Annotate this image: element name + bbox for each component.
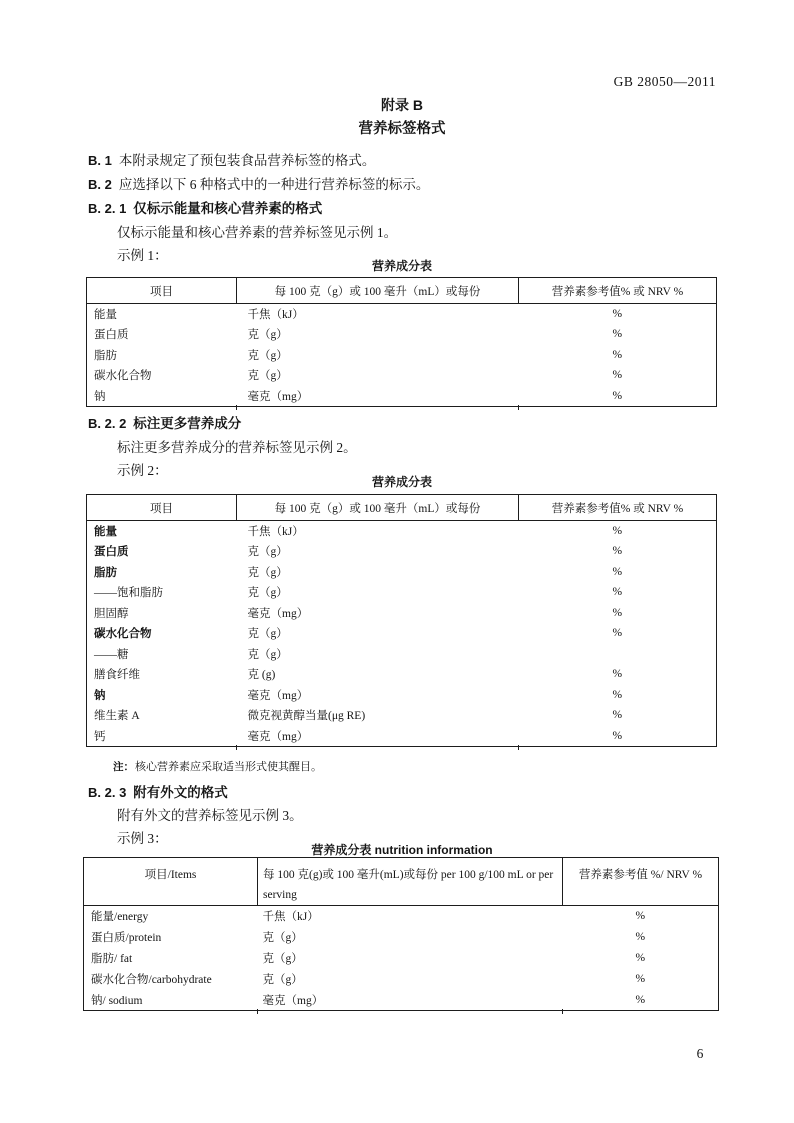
cell-item: 能量/energy [91, 911, 149, 924]
table-header-row [87, 278, 717, 304]
column-divider-tick [518, 405, 519, 410]
body-b21: 仅标示能量和核心营养素的营养标签见示例 1。 [117, 225, 398, 240]
cell-item: 脂肪/ fat [91, 953, 133, 965]
cell-nrv: % [612, 586, 623, 599]
heading-b21-label: B. 2. 1 [88, 201, 127, 216]
column-divider-tick [518, 745, 519, 750]
cell-nrv: % [635, 952, 646, 964]
cell-unit: 克（g） [247, 370, 288, 383]
cell-nrv: % [612, 606, 623, 619]
clause-b2 [88, 173, 716, 193]
table-row [87, 726, 717, 747]
cell-unit: 克（g） [247, 628, 288, 641]
cell-unit: 克（g） [262, 932, 303, 944]
heading-b21 [88, 197, 716, 217]
table-row [87, 521, 717, 542]
table-row [87, 345, 717, 366]
table2-note [113, 758, 322, 774]
cell-unit: 毫克（mg） [247, 689, 309, 702]
clause-b2-label: B. 2 [88, 177, 112, 192]
table-row [84, 969, 719, 990]
table-row [87, 541, 717, 562]
cell-nrv: % [635, 910, 646, 923]
cell-nrv: % [612, 308, 623, 320]
column-divider-tick [236, 745, 237, 750]
cell-unit: 克（g） [247, 587, 288, 600]
column-header: 项目/Items [84, 858, 258, 906]
cell-item: 蛋白质 [94, 329, 129, 342]
heading-b22-label: B. 2. 2 [88, 416, 127, 431]
heading-b23-label: B. 2. 3 [88, 785, 127, 800]
table3-title: 营养成分表 nutrition information [311, 843, 493, 857]
cell-item: 钙 [94, 730, 106, 743]
cell-item: 维生素 A [94, 710, 140, 723]
table-row [87, 705, 717, 726]
cell-item: ——糖 [94, 648, 129, 661]
example2-label: 示例 2： [117, 463, 168, 478]
nutrition-table-example3 [83, 857, 718, 1011]
nutrition-table-example1 [86, 277, 716, 407]
cell-nrv: % [612, 565, 623, 578]
table-row [87, 664, 717, 685]
cell-nrv: % [612, 688, 623, 701]
table-row [87, 644, 717, 665]
heading-b22 [88, 412, 716, 432]
column-header: 项目 [87, 495, 237, 521]
column-header: 每 100 克（g）或 100 毫升（mL）或每份 [237, 278, 519, 304]
table-row [87, 623, 717, 644]
table-row [87, 603, 717, 624]
cell-unit: 克（g） [247, 349, 288, 362]
cell-nrv: % [612, 389, 623, 402]
cell-nrv: % [635, 931, 646, 943]
cell-nrv: % [612, 328, 623, 341]
table2-note-text: 核心营养素应采取适当形式使其醒目。 [135, 761, 322, 773]
heading-b23 [88, 781, 716, 801]
column-divider-tick [236, 405, 237, 410]
table2-note-label: 注： [113, 761, 134, 773]
table-row [84, 990, 719, 1011]
cell-item: 能量 [94, 526, 117, 538]
cell-unit: 克（g） [247, 546, 288, 559]
clause-b1 [88, 149, 716, 169]
cell-unit: 毫克（mg） [262, 994, 324, 1007]
column-header: 营养素参考值% 或 NRV % [519, 278, 717, 304]
cell-unit: 毫克（mg） [247, 730, 309, 743]
cell-nrv: % [612, 729, 623, 742]
cell-item: 碳水化合物 [94, 628, 152, 641]
page-number: 6 [696, 1046, 704, 1061]
cell-nrv: % [612, 369, 623, 382]
column-header: 项目 [87, 278, 237, 304]
appendix-subtitle: 营养标签格式 [358, 121, 446, 137]
cell-nrv: % [612, 348, 623, 361]
cell-unit: 克 (g) [247, 669, 276, 682]
table-row [84, 948, 719, 969]
heading-b22-text: 标注更多营养成分 [133, 416, 242, 431]
cell-item: 脂肪 [94, 566, 117, 579]
table-row [87, 324, 717, 345]
cell-item: 胆固醇 [94, 607, 129, 620]
nutrition-table-example2 [86, 494, 716, 747]
column-divider-tick [562, 1009, 563, 1014]
cell-item: 钠 [94, 390, 106, 403]
body-b23: 附有外文的营养标签见示例 3。 [117, 808, 303, 823]
column-header: 营养素参考值 %/ NRV % [563, 858, 719, 906]
column-header: 每 100 克（g）或 100 毫升（mL）或每份 [237, 495, 519, 521]
example3-label: 示例 3： [117, 831, 168, 846]
table-row [84, 927, 719, 948]
clause-b1-label: B. 1 [88, 153, 112, 168]
cell-unit: 千焦（kJ） [262, 911, 319, 924]
cell-nrv [519, 644, 717, 665]
example1-label: 示例 1： [117, 248, 168, 263]
cell-nrv: % [612, 709, 623, 722]
cell-nrv: % [635, 993, 646, 1006]
table-row [87, 365, 717, 386]
page-content [88, 0, 716, 1123]
heading-b23-text: 附有外文的格式 [133, 785, 228, 800]
cell-item: 蛋白质 [94, 546, 129, 559]
table-row [87, 304, 717, 325]
table-row [87, 386, 717, 407]
cell-unit: 克（g） [262, 953, 303, 965]
cell-item: 钠 [94, 689, 106, 702]
table-header-row [87, 495, 717, 521]
cell-unit: 克（g） [247, 566, 288, 579]
table-row [87, 685, 717, 706]
cell-nrv: % [612, 525, 623, 537]
cell-item: 蛋白质/protein [91, 932, 162, 944]
column-header: 营养素参考值% 或 NRV % [519, 495, 717, 521]
cell-unit: 毫克（mg） [247, 390, 309, 403]
table2-title: 营养成分表 [371, 475, 432, 489]
cell-nrv: % [612, 545, 623, 558]
cell-unit: 毫克（mg） [247, 607, 309, 620]
appendix-title: 附录 B [381, 97, 423, 113]
cell-nrv: % [612, 668, 623, 681]
cell-item: 钠/ sodium [91, 994, 143, 1007]
cell-nrv: % [635, 973, 646, 985]
clause-b2-text: 应选择以下 6 种格式中的一种进行营养标签的标示。 [118, 177, 430, 192]
clause-b1-text: 本附录规定了预包装食品营养标签的格式。 [118, 153, 376, 168]
cell-item: 能量 [94, 309, 117, 321]
cell-unit: 克（g） [247, 329, 288, 342]
cell-item: 膳食纤维 [94, 669, 140, 682]
cell-unit: 千焦（kJ） [247, 309, 304, 321]
cell-item: ——饱和脂肪 [94, 587, 163, 600]
column-divider-tick [257, 1009, 258, 1014]
cell-unit: 克（g） [247, 648, 288, 661]
table-row [87, 562, 717, 583]
table-header-row [84, 858, 719, 906]
cell-item: 碳水化合物/carbohydrate [91, 974, 212, 986]
table1-title: 营养成分表 [371, 259, 432, 273]
cell-unit: 微克视黄醇当量(μg RE) [247, 710, 366, 723]
cell-nrv: % [612, 627, 623, 640]
standard-code: GB 28050—2011 [613, 74, 716, 89]
cell-item: 脂肪 [94, 349, 117, 362]
cell-unit: 千焦（kJ） [247, 526, 304, 538]
cell-unit: 克（g） [262, 974, 303, 986]
cell-item: 碳水化合物 [94, 370, 152, 383]
column-header: 每 100 克(g)或 100 毫升(mL)或每份 per 100 g/100 mL or per serving [258, 858, 563, 906]
table-row [84, 906, 719, 927]
body-b22: 标注更多营养成分的营养标签见示例 2。 [117, 440, 357, 455]
table-row [87, 582, 717, 603]
heading-b21-text: 仅标示能量和核心营养素的格式 [133, 201, 323, 216]
